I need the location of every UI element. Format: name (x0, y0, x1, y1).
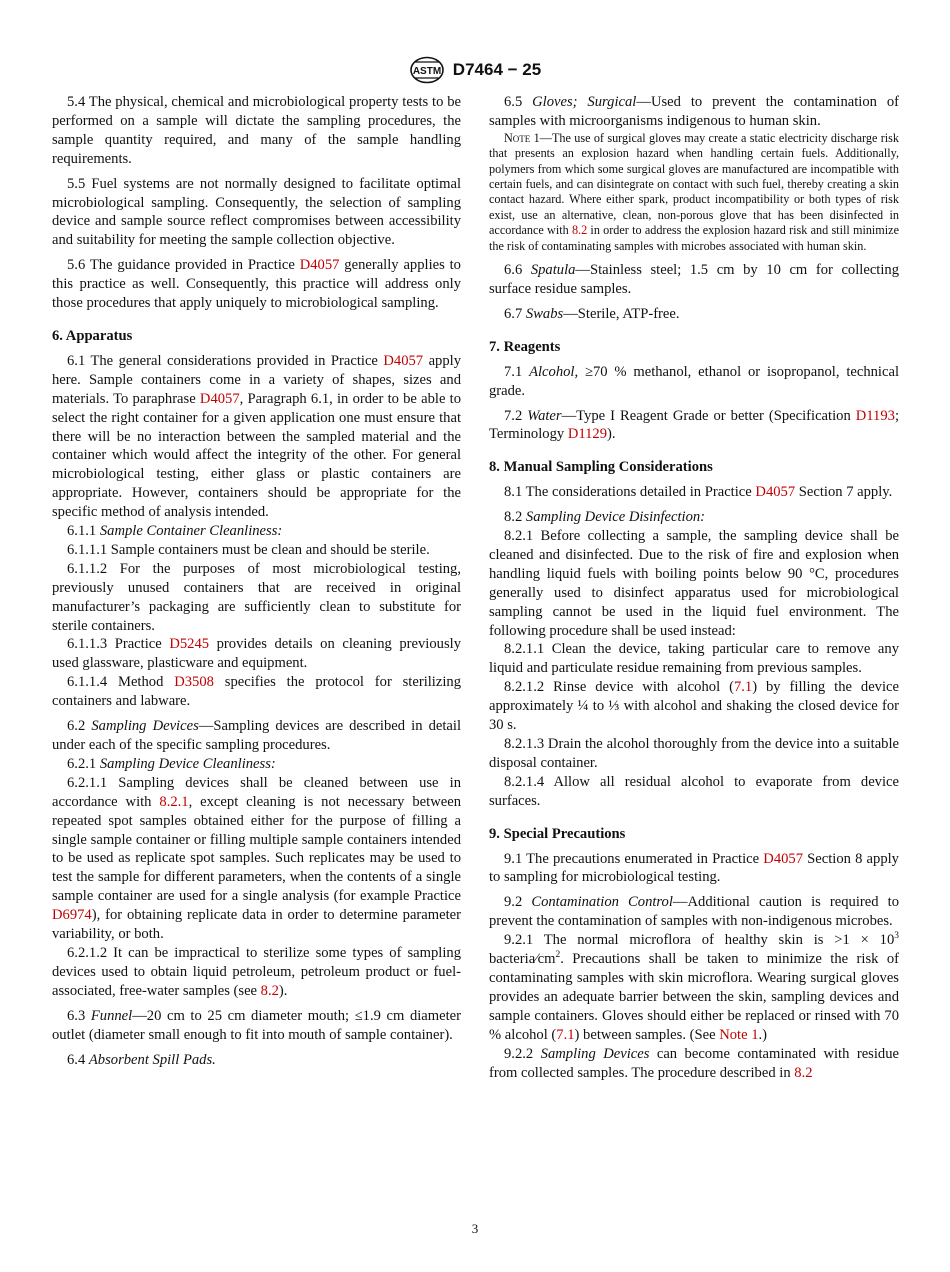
paragraph-7-1: 7.1 Alcohol, ≥70 % methanol, ethanol or isopropanol, technical grade. (489, 363, 899, 399)
ref-link-7-1[interactable]: 7.1 (733, 679, 753, 696)
note-1: Note 1—The use of surgical gloves may create a static electricity discharge risk that presents an explosion hazard when handling certain fuels. Additionally, polymers from which some surgical gloves are manufactured are incompatible with certain fuels, and can disintegrate on contact with such fuel, thereby creating a skin contact hazard. Where either spark, product incompatibility or both types of risk exist, use an alternative, clean, non-porous glove that has been disinfected in accordance with 8.2 in order to address the explosion hazard risk and still minimize the risk of contaminating samples with microbes associated with human skin. (489, 130, 900, 253)
paragraph-6-6: 6.6 Spatula—Stainless steel; 1.5 cm by 10 cm for collecting surface residue samples. (489, 262, 899, 297)
ref-link-d4057[interactable]: D4057 (383, 352, 424, 369)
paragraph-8-2: 8.2 Sampling Device Disinfection: (504, 509, 706, 526)
ref-link-8-2[interactable]: 8.2 (571, 223, 588, 238)
paragraph-6-7: 6.7 Swabs—Sterile, ATP-free. (504, 305, 680, 322)
ref-link-d6974[interactable]: D6974 (52, 907, 92, 924)
ref-link-d4057[interactable]: D4057 (299, 257, 340, 274)
paragraph-5-4: 5.4 The physical, chemical and microbiological property tests to be performed on a sample will dictate the sampling procedures, the sample quantity required, and many of the sample handling requirements. (52, 94, 461, 167)
right-column (489, 93, 899, 1082)
section-7-heading: 7. Reagents (489, 338, 561, 355)
paragraph-6-1-1-1: 6.1.1.1 Sample containers must be clean and should be sterile. (67, 541, 430, 558)
paragraph-8-2-1-2: 8.2.1.2 Rinse device with alcohol (7.1) by filling the device approximately ¼ to ⅓ with alcohol and shaking the closed device for 30 s. (489, 679, 899, 734)
paragraph-9-2-2: 9.2.2 Sampling Devices can become contaminated with residue from collected samples. The procedure described in 8.2 (489, 1045, 899, 1081)
paragraph-6-1-1: 6.1.1 Sample Container Cleanliness: (67, 523, 283, 540)
paragraph-6-5: 6.5 Gloves; Surgical—Used to prevent the contamination of samples with microorganisms indigenous to human skin. (489, 94, 899, 129)
ref-link-8-2-1[interactable]: 8.2.1 (159, 793, 189, 810)
paragraph-6-2-1-1: 6.2.1.1 Sampling devices shall be cleaned between use in accordance with 8.2.1, except cleaning is not necessary between repeated spot samples obtained either for the purpose of filling a single sample container or filling multiple sample containers intended to be used as replicate spot samples. Such replicates may be used to test the sample for different parameters, when the contents of a single sample container are used for a single analysis (for example Practice D6974), for obtaining replicate data in order to determine parameter variability, or both. (52, 774, 461, 943)
paragraph-5-6: 5.6 The guidance provided in Practice D4057 generally applies to this practice as well. Consequently, this practice will address only those procedures that apply uniquely to microbiological sampling. (52, 257, 461, 312)
ref-link-d4057[interactable]: D4057 (199, 390, 240, 407)
ref-link-7-1[interactable]: 7.1 (556, 1026, 575, 1043)
paragraph-8-2-1-3: 8.2.1.3 Drain the alcohol thoroughly from the device into a suitable disposal container. (489, 736, 899, 771)
ref-link-d4057[interactable]: D4057 (763, 850, 804, 867)
paragraph-8-2-1: 8.2.1 Before collecting a sample, the sampling device shall be cleaned and disinfected. Due to the risk of fire and explosion when handling liquid fuels with boiling points below 90 °C, procedures generally used to disinfect apparatus used for microbiological sampling cannot be used in the liquid fuel environment. The following procedure shall be used instead: (489, 528, 899, 639)
document-number: D7464 − 25 (452, 60, 542, 79)
page-number: 3 (471, 1221, 479, 1236)
paragraph-6-1: 6.1 The general considerations provided in Practice D4057 apply here. Sample containers come in a variety of shapes, sizes and materials. To paraphrase D4057, Paragraph 6.1, in order to be able to select the right container for a given application one must ensure that there will be no interaction between the sampled material and the container which would affect the integrity of the other. For general microbiological testing, either glass or plastic containers are appropriate. However, containers should be appropriate for the specific method of analysis intended. (52, 352, 462, 521)
paragraph-6-2-1-2: 6.2.1.2 It can be impractical to sterilize some types of sampling devices used to obtain liquid petroleum, petroleum product or fuel-associated, free-water samples (see 8.2). (52, 944, 461, 999)
paragraph-6-1-1-2: 6.1.1.2 For the purposes of most microbiological testing, previously unused containers that are received in original manufacturer’s packaging are sufficiently clean to substitute for sterile containers. (52, 560, 461, 634)
paragraph-9-1: 9.1 The precautions enumerated in Practice D4057 Section 8 apply to sampling for microbiological testing. (489, 850, 899, 886)
paragraph-7-2: 7.2 Water—Type I Reagent Grade or better (Specification D1193; Terminology D1129). (489, 407, 899, 443)
ref-link-d3508[interactable]: D3508 (174, 674, 214, 691)
note-label: Note 1 (504, 130, 540, 145)
paragraph-6-1-1-4: 6.1.1.4 Method D3508 specifies the protocol for sterilizing containers and labware. (52, 674, 461, 710)
paragraph-6-1-1-3: 6.1.1.3 Practice D5245 provides details on cleaning previously used glassware, plasticware and equipment. (52, 636, 461, 672)
ref-link-d4057[interactable]: D4057 (755, 484, 796, 501)
left-column (52, 93, 461, 1075)
paragraph-8-1: 8.1 The considerations detailed in Practice D4057 Section 7 apply. (504, 484, 893, 501)
paragraph-8-2-1-1: 8.2.1.1 Clean the device, taking particular care to remove any liquid and particulate residue remaining from previous samples. (489, 641, 899, 677)
ref-link-8-2[interactable]: 8.2 (260, 982, 279, 999)
paragraph-6-3: 6.3 Funnel—20 cm to 25 cm diameter mouth; ≤1.9 cm diameter outlet (diameter small enough to fit into mouth of sample container). (52, 1007, 461, 1043)
ref-link-d1129[interactable]: D1129 (567, 426, 608, 443)
paragraph-6-2: 6.2 Sampling Devices—Sampling devices are described in detail under each of the specific sampling procedures. (52, 718, 461, 753)
svg-text:ASTM: ASTM (412, 66, 441, 77)
ref-link-note-1[interactable]: Note 1 (719, 1026, 759, 1043)
ref-link-d1193[interactable]: D1193 (855, 407, 895, 424)
paragraph-8-2-1-4: 8.2.1.4 Allow all residual alcohol to evaporate from device surfaces. (489, 773, 899, 809)
paragraph-6-4: 6.4 Absorbent Spill Pads. (67, 1051, 216, 1068)
ref-link-d5245[interactable]: D5245 (169, 636, 210, 653)
paragraph-9-2-1: 9.2.1 The normal microflora of healthy skin is $>1 \times 10^3$ $bacteria⁄cm^2$. Precautions shall be taken to minimize the risk of contaminating samples with skin microflora. Wearing surgical gloves provides an adequate barrier between the skin, sampling devices and sample containers. Gloves should either be replaced or rinsed with 70 % alcohol (7.1) between samples. (See Note 1.) (489, 931, 899, 1043)
section-6-heading: 6. Apparatus (52, 327, 133, 344)
paragraph-9-2: 9.2 Contamination Control—Additional caution is required to prevent the contamination of samples with non-indigenous microbes. (489, 894, 899, 930)
page-header (0, 56, 950, 84)
section-8-heading: 8. Manual Sampling Considerations (489, 459, 713, 476)
section-9-heading: 9. Special Precautions (489, 825, 626, 842)
astm-logo-icon (409, 56, 445, 84)
paragraph-5-5: 5.5 Fuel systems are not normally designed to facilitate optimal microbiological sampling. Consequently, the selection of sampling device and sample source reflect compromises between accessibility and suitability for meeting the sample collection objective. (52, 175, 461, 249)
ref-link-8-2[interactable]: 8.2 (794, 1064, 813, 1081)
paragraph-6-2-1: 6.2.1 Sampling Device Cleanliness: (67, 755, 276, 772)
